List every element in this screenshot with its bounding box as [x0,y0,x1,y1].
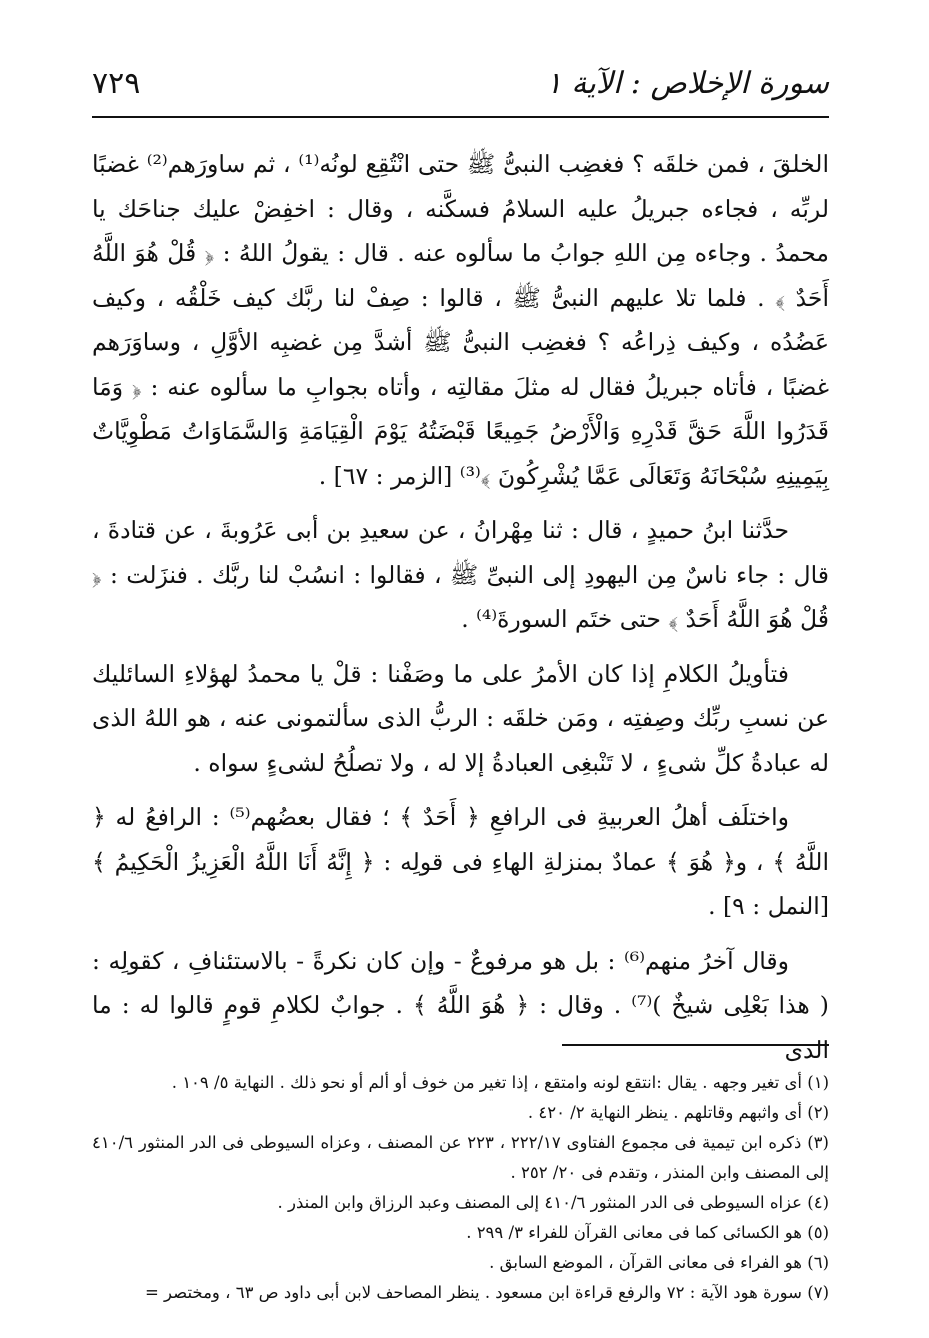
footnote-7: (٧) سورة هود الآية : ٧٢ والرفع قراءة ابن مسعود . ينظر المصاحف لابن أبى داود ص ٦٣ ، ومختصر = [144,1283,829,1302]
paragraph-1: الخلقَ ، فمن خلقَه ؟ فغضِب النبىُّ ﷺ حتى انْتُقِع لونُه⁽¹⁾ ، ثم ساورَهم⁽²⁾ غضبًا لربِّه ، فجاءه جبريلُ عليه السلامُ فسكَّنه ، وقال : اخفِضْ عليك جناحَك يا محمدُ . وجاءه مِن اللهِ جوابُ ما سألوه عنه . قال : يقولُ اللهُ : ﴿ قُلْ هُوَ اللَّهُ أَحَدٌ ﴾ . فلما تلا عليهم النبىُّ ﷺ ، قالوا : صِفْ لنا ربَّك كيف خَلْقُه ، وكيف عَضُدُه ، وكيف ذِراعُه ؟ فغضِب النبىُّ ﷺ أشدَّ مِن غضبِه الأوَّلِ ، وساوَرَهم غضبًا ، فأتاه جبريلُ فقال له مثلَ مقالتِه ، وأتاه بجوابِ ما سألوه عنه : ﴿ وَمَا قَدَرُوا اللَّهَ حَقَّ قَدْرِهِ وَالْأَرْضُ جَمِيعًا قَبْضَتُهُ يَوْمَ الْقِيَامَةِ وَالسَّمَاوَاتُ مَطْوِيَّاتٌ بِيَمِينِهِ سُبْحَانَهُ وَتَعَالَى عَمَّا يُشْرِكُونَ ﴾⁽³⁾ [الزمر : ٦٧] . [92,150,829,490]
footnote-1: (١) أى تغير وجهه . يقال :انتقع لونه وامتقع ، إذا تغير من خوف أو ألم أو نحو ذلك . النهاية ٥/ ١٠٩ . [171,1073,829,1092]
page-number: ٧٢٩ [92,65,141,101]
paragraph-3: فتأويلُ الكلامِ إذا كان الأمرُ على ما وصَفْنا : قلْ يا محمدُ لهؤلاءِ السائليك عن نسبِ ربِّك وصِفتِه ، ومَن خلقَه : الربُّ الذى سألتمونى عنه ، هو اللهُ الذى له عبادةُ كلِّ شىءٍ ، لا تَنْبغِى العبادةُ إلا له ، ولا تصلُحُ لشىءٍ سواه . [92,659,829,777]
paragraph-5: وقال آخرُ منهم⁽⁶⁾ : بل هو مرفوعٌ - وإن كان نكرةً - بالاستئنافِ ، كقولِه : ( هذا بَعْلِى شيخٌ )⁽⁷⁾ . وقال : ﴿ هُوَ اللَّهُ ﴾ . جوابٌ لكلامِ قومٍ قالوا له : ما الذى [92,946,829,1064]
footnote-6: (٦) هو الفراء فى معانى القرآن ، الموضع السابق . [489,1253,829,1272]
page-header [92,58,829,108]
paragraph-4: واختلَف أهلُ العربيةِ فى الرافعِ ﴿ أَحَدٌ ﴾ ؛ فقال بعضُهم⁽⁵⁾ : الرافعُ له ﴿ اللَّهُ ﴾ ، و﴿ هُوَ ﴾ عمادٌ بمنزلةِ الهاءِ فى قولِه : ﴿ إِنَّهُ أَنَا اللَّهُ الْعَزِيزُ الْحَكِيمُ ﴾ [النمل : ٩] . [92,803,829,920]
footnote-2: (٢) أى واثبهم وقاتلهم . ينظر النهاية ٢/ ٤٢٠ . [527,1103,829,1122]
footnote-3: (٣) ذكره ابن تيمية فى مجموع الفتاوى ٢٢٢/١٧ ، ٢٢٣ عن المصنف ، وعزاه السيوطى فى الدر المنثور ٤١٠/٦ إلى المصنف وابن المنذر ، وتقدم فى ٢٠/ ٢٥٢ . [92,1133,829,1182]
footnotes [92,1068,829,1308]
paragraph-2: حدَّثنا ابنُ حميدٍ ، قال : ثنا مِهْرانُ ، عن سعيدِ بن أبى عَرُوبةَ ، عن قتادةَ ، قال : جاء ناسٌ مِن اليهودِ إلى النبىِّ ﷺ ، فقالوا : انسُبْ لنا ربَّك . فنزَلت : ﴿ قُلْ هُوَ اللَّهُ أَحَدٌ ﴾ حتى ختَم السورةَ⁽⁴⁾ . [92,516,829,633]
header-rule [92,116,829,118]
footnote-5: (٥) هو الكسائى كما فى معانى القرآن للفراء ٣/ ٢٩٩ . [466,1223,829,1242]
main-text [92,142,829,1082]
footnote-rule [562,1044,829,1046]
footnote-4: (٤) عزاه السيوطى فى الدر المنثور ٤١٠/٦ إلى المصنف وعبد الرزاق وابن المنذر . [277,1193,829,1212]
running-title: سورة الإخلاص : الآية ١ [545,65,829,101]
